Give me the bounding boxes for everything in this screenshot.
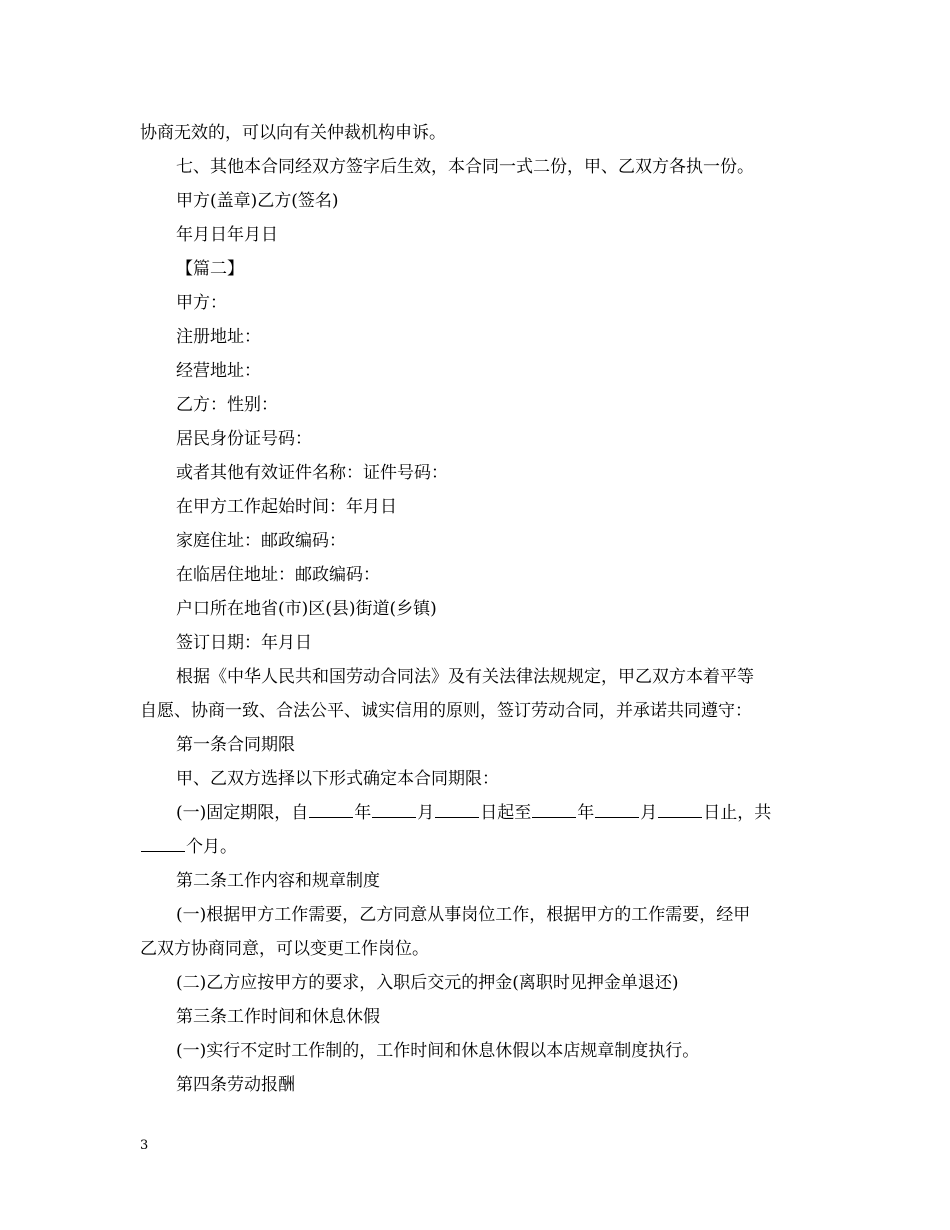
contract-term-line [140, 796, 812, 830]
paragraph-line: 注册地址： [176, 327, 261, 347]
paragraph-line: 协商无效的，可以向有关仲裁机构申诉。 [140, 123, 446, 143]
paragraph-line: 签订日期：年月日 [176, 633, 312, 653]
article-heading: 第四条劳动报酬 [176, 1075, 295, 1095]
article-heading: 第一条合同期限 [176, 735, 295, 755]
page-number: 3 [140, 1138, 149, 1153]
section-heading: 【篇二】 [176, 259, 244, 279]
paragraph-line: 在临居住地址：邮政编码： [176, 565, 380, 585]
term-text: 个月。 [186, 837, 237, 857]
blank-underline [658, 797, 702, 818]
paragraph-line: 自愿、协商一致、合法公平、诚实信用的原则，签订劳动合同，并承诺共同遵守： [140, 701, 752, 721]
paragraph-line: 户口所在地省(市)区(县)街道(乡镇) [176, 599, 437, 619]
term-text: (一)固定期限，自 [176, 803, 309, 823]
paragraph-line: 甲方(盖章)乙方(签名) [176, 191, 339, 211]
paragraph-line: 或者其他有效证件名称：证件号码： [176, 463, 448, 483]
blank-underline [309, 797, 353, 818]
blank-underline [532, 797, 576, 818]
paragraph-line: (一)根据甲方工作需要，乙方同意从事岗位工作，根据甲方的工作需要，经甲 [176, 905, 751, 925]
paragraph-line: (一)实行不定时工作制的，工作时间和休息休假以本店规章制度执行。 [176, 1041, 700, 1061]
paragraph-line: 根据《中华人民共和国劳动合同法》及有关法律法规规定，甲乙双方本着平等 [176, 667, 754, 687]
blank-underline [141, 831, 185, 852]
contract-term-continuation [140, 830, 812, 864]
paragraph-line: 乙方：性别： [176, 395, 278, 415]
blank-underline [435, 797, 479, 818]
paragraph-line: (二)乙方应按甲方的要求，入职后交元的押金(离职时见押金单退还) [176, 973, 679, 993]
paragraph-line: 年月日年月日 [176, 225, 278, 245]
paragraph-line: 家庭住址：邮政编码： [176, 531, 346, 551]
term-text: 年 [577, 803, 595, 823]
term-text: 月 [640, 803, 658, 823]
term-text: 年 [354, 803, 372, 823]
paragraph-line: 经营地址： [176, 361, 261, 381]
article-heading: 第三条工作时间和休息休假 [176, 1007, 380, 1027]
paragraph-line: 七、其他本合同经双方签字后生效，本合同一式二份，甲、乙双方各执一份。 [176, 157, 754, 177]
term-text: 月 [417, 803, 435, 823]
paragraph-line: 居民身份证号码： [176, 429, 312, 449]
term-text: 日止，共 [703, 803, 772, 823]
paragraph-line: 甲方： [176, 293, 227, 313]
paragraph-line: 乙双方协商同意，可以变更工作岗位。 [140, 939, 429, 959]
paragraph-line: 甲、乙双方选择以下形式确定本合同期限： [176, 769, 499, 789]
article-heading: 第二条工作内容和规章制度 [176, 871, 380, 891]
blank-underline [372, 797, 416, 818]
document-body [140, 116, 812, 1102]
paragraph-line: 在甲方工作起始时间：年月日 [176, 497, 397, 517]
blank-underline [595, 797, 639, 818]
term-text: 日起至 [480, 803, 532, 823]
